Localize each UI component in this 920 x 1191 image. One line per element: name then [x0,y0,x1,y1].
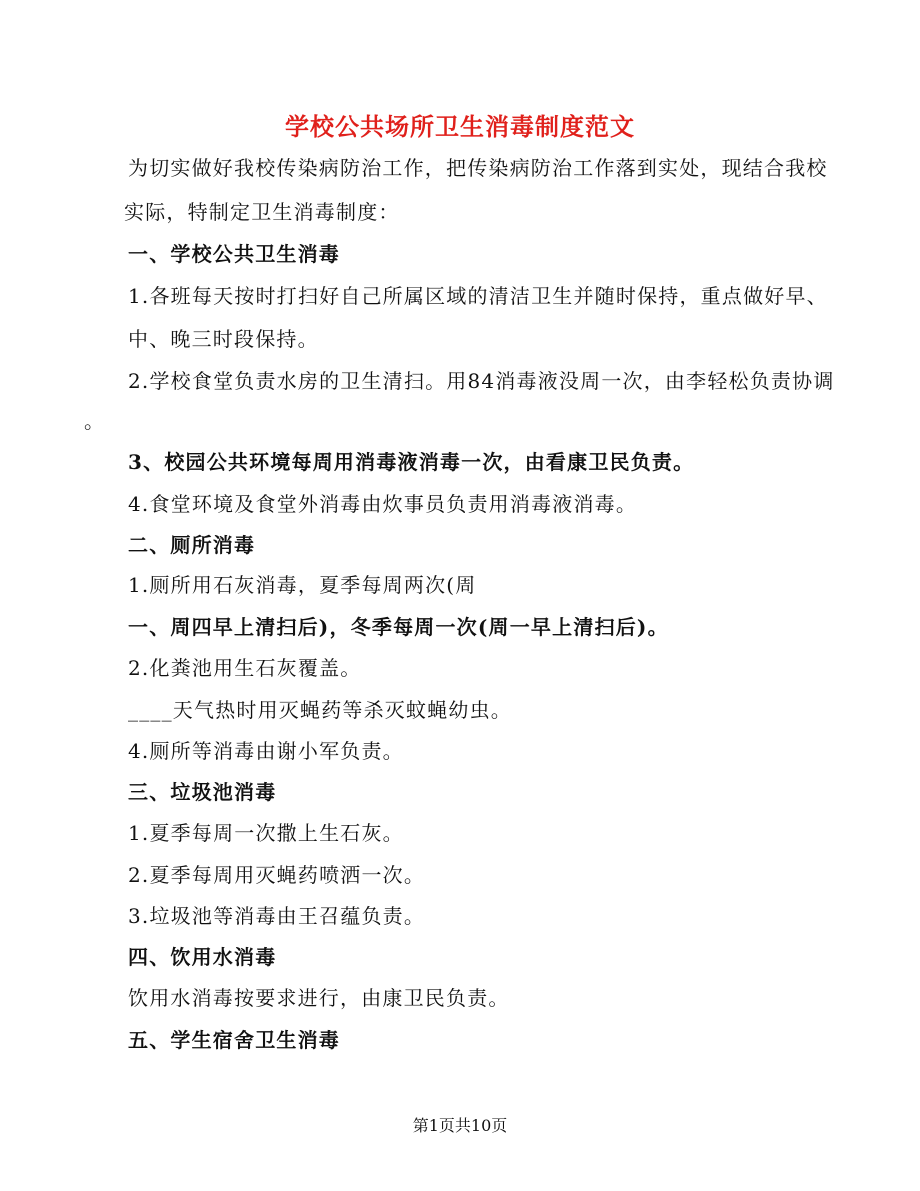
list-item-2-3: ____天气热时用灭蝇药等杀灭蚊蝇幼虫。 [128,698,512,722]
section-heading-5: 五、学生宿舍卫生消毒 [128,1028,340,1052]
list-item-1-1-line-2: 中、晚三时段保持。 [128,327,319,351]
list-item-2-1: 1.厕所用石灰消毒，夏季每周两次(周 [128,573,477,597]
list-item-3-1: 1.夏季每周一次撒上生石灰。 [128,821,404,845]
list-item-1-2-line-1: 2.学校食堂负责水房的卫生清扫。用84消毒液没周一次，由李轻松负责协调 [128,369,835,393]
page-number: 第1页共10页 [412,1116,508,1135]
section-heading-2: 二、厕所消毒 [128,533,256,557]
list-item-2-4: 4.厕所等消毒由谢小军负责。 [128,739,404,763]
section-heading-1: 一、学校公共卫生消毒 [128,242,340,266]
list-item-1-4: 4.食堂环境及食堂外消毒由炊事员负责用消毒液消毒。 [128,492,638,516]
list-item-1-3: 3、校园公共环境每周用消毒液消毒一次，由看康卫民负责。 [128,450,695,474]
paragraph-intro-line-2: 实际，特制定卫生消毒制度： [124,200,400,224]
list-item-3-2: 2.夏季每周用灭蝇药喷洒一次。 [128,863,426,887]
document-title: 学校公共场所卫生消毒制度范文 [285,112,635,141]
list-item-2-1-cont: 一、周四早上清扫后)，冬季每周一次(周一早上清扫后)。 [128,615,669,639]
paragraph-4: 饮用水消毒按要求进行，由康卫民负责。 [128,986,510,1010]
section-heading-3: 三、垃圾池消毒 [128,780,277,804]
list-item-1-2-line-2: 。 [84,409,106,433]
section-heading-4: 四、饮用水消毒 [128,945,277,969]
list-item-2-2: 2.化粪池用生石灰覆盖。 [128,656,362,680]
list-item-3-3: 3.垃圾池等消毒由王召蕴负责。 [128,904,426,928]
paragraph-intro-line-1: 为切实做好我校传染病防治工作，把传染病防治工作落到实处，现结合我校 [128,156,828,180]
list-item-1-1-line-1: 1.各班每天按时打扫好自己所属区域的清洁卫生并随时保持，重点做好早、 [128,284,828,308]
